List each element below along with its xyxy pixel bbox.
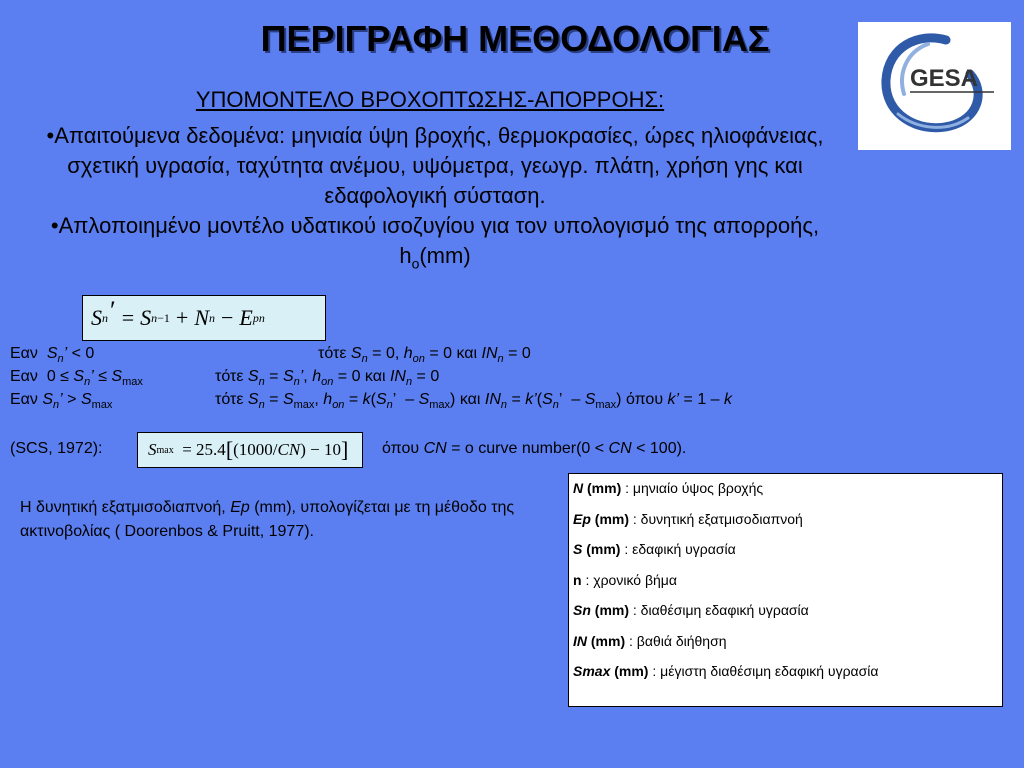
gesa-logo	[858, 22, 1011, 150]
condition-2-if: Εαν $0 \le S_n$’ ≤ $S_{max}$	[10, 368, 143, 389]
curve-number-note: όπου CN = o curve number(0 < CN < 100).	[382, 440, 687, 457]
bullet-list	[20, 121, 850, 278]
section-subtitle: ΥΠΟΜΟΝΤΕΛΟ ΒΡΟΧΟΠΤΩΣΗΣ-ΑΠΟΡΡΟΗΣ:	[195, 87, 665, 112]
condition-2-then: τότε $S_n = S_n$’, $h_{on} = 0$ και $IN_n = 0$	[215, 368, 440, 389]
scs-citation: (SCS, 1972):	[10, 440, 103, 457]
condition-1-if: Εαν $S_n$’ < 0	[10, 345, 95, 366]
legend-row: IN (mm) : βαθιά διήθηση	[573, 632, 727, 649]
condition-3-then: τότε $S_n = S_{max}$, $h_{on} = k(S_n$’ – $S_{max}$) και $IN_n$ = $k’(S_n$’ – $S_{max}$) όπου k’ = 1 – k	[215, 391, 733, 412]
condition-3-if: Εαν $S_n$’ > $S_{max}$	[10, 391, 113, 412]
evapotranspiration-paragraph: Η δυνητική εξατμισοδιαπνοή, Ep (mm), υπολογίζεται με τη μέθοδο της ακτινοβολίας ( Doorenbos & Pruitt, 1977).	[20, 499, 515, 540]
bullet-required-data: •Απαιτούμενα δεδομένα: μηνιαία ύψη βροχής, θερμοκρασίες, ώρες ηλιοφάνειας, σχετική υγρασία, ταχύτητα ανέμου, υψόμετρα, γεωγρ. πλάτη, χρήση γης και εδαφολογική σύσταση.	[46, 123, 824, 208]
legend-row: n : χρονικό βήμα	[573, 571, 677, 588]
legend-row: S (mm) : εδαφική υγρασία	[573, 541, 736, 557]
legend-row: Ep (mm) : δυνητική εξατμισοδιαπνοή	[573, 510, 803, 527]
bullet-water-balance: •Απλοποιημένο μοντέλο υδατικού ισοζυγίου για τον υπολογισμό της απορροής, $h_o(mm)$	[50, 213, 820, 272]
legend-row: Sn (mm) : διαθέσιμη εδαφική υγρασία	[573, 602, 809, 618]
page-title: ΠΕΡΙΓΡΑΦΗ ΜΕΘΟΔΟΛΟΓΙΑΣ	[260, 18, 770, 59]
gesa-logo-icon	[858, 22, 1011, 150]
logo-text: GESA	[910, 65, 979, 92]
condition-1-then: τότε $S_n = 0$, $h_{on} = 0$ και $IN_n = 0$	[318, 345, 531, 366]
legend-row: Smax (mm) : μέγιστη διαθέσιμη εδαφική υγρασία	[573, 663, 879, 679]
water-balance-equation: S n ′ = S n−1 + N n − E pn	[82, 295, 326, 341]
legend-row: N (mm) : μηνιαίο ύψος βροχής	[573, 480, 764, 496]
symbols-legend	[568, 473, 1003, 707]
smax-formula: S max = 25.4 [ (1000/ CN ) − 10 ]	[137, 432, 363, 468]
